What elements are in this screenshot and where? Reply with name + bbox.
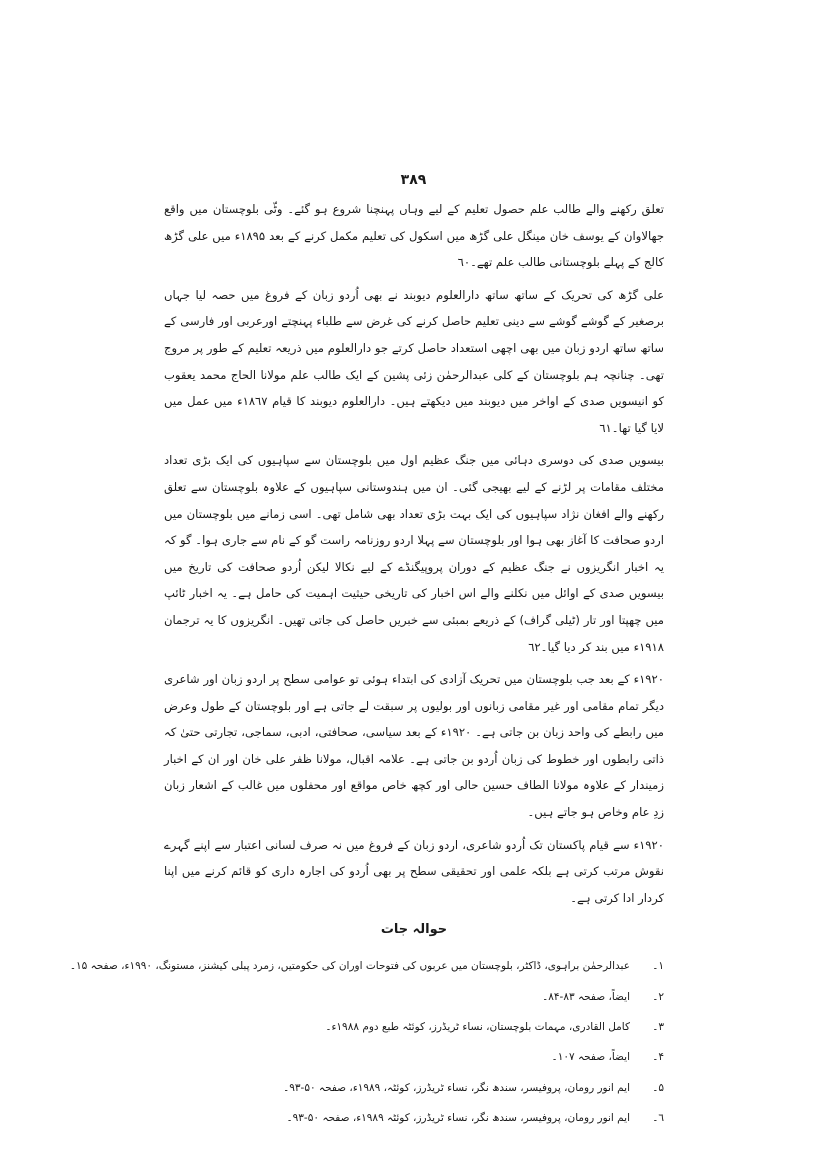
- reference-text: ایضاً، صفحہ ۸۳-۸۴۔: [542, 990, 630, 1003]
- references-list: [69, 951, 664, 1133]
- reference-text: ایضاً، صفحہ ۱۰۷۔: [551, 1051, 630, 1064]
- page-number: ۳۸۹: [400, 172, 427, 188]
- paragraph: علی گڑھ کی تحریک کے ساتھ ساتھ دارالعلوم دیوبند نے بھی اُردو زبان کے فروغ میں حصہ لیا جہاں برصغیر کے گوشے گوشے سے دینی تعلیم حاصل کرنے کی غرض سے طلباء پہنچتے اورعربی اور فارسی کے ساتھ ساتھ اردو زبان میں بھی اچھی استعداد حاصل کرتے جو دارالعلوم میں ذریعہ تعلیم کے طور پر مروج تھی۔ چنانچہ ہم بلوچستان کے کلی عبدالرحمٰن زئی پشین کے ایک طالب علم مولانا الحاج محمد یعقوب کو انیسویں صدی کے اواخر میں دیوبند میں دیکھتے ہیں۔ دارالعلوم دیوبند کا قیام ۱۸٦٧ء میں عمل میں لایا گیا تھا۔٦١: [164, 287, 664, 435]
- reference-number: ۱۔: [652, 960, 664, 973]
- paragraph: تعلق رکھنے والے طالب علم حصول تعلیم کے لیے وہاں پہنچنا شروع ہو گئے۔ وٹّی بلوچستان میں واقع جھالاوان کے یوسف خان مینگل علی گڑھ میں اسکول کی تعلیم مکمل کرنے کے بعد ۱۸۹۵ء میں علی گڑھ کالج کے پہلے بلوچستانی طالب علم تھے۔٦٠: [164, 202, 664, 270]
- body-text: [69, 196, 664, 1133]
- reference-text: ایم انور رومان، پروفیسر، سندھ نگر، نساء ٹریڈرز، کوئٹہ ۱۹۸۹ء، صفحہ ۵۰-۹۳۔: [286, 1111, 630, 1124]
- reference-number: ۳۔: [652, 1021, 664, 1034]
- reference-number: ٦۔: [652, 1111, 664, 1124]
- reference-item: [164, 1073, 664, 1103]
- reference-number: ۵۔: [652, 1081, 664, 1094]
- paragraph: ۱۹۲۰ء سے قیام پاکستان تک اُردو شاعری، اردو زبان کے فروغ میں نہ صرف لسانی اعتبار سے اپنے گہرے نقوش مرتب کرتی ہے بلکہ علمی اور تحقیقی سطح پر بھی اُردو کی اجارہ داری کو قائم کرنے میں اپنا کردار ادا کرتی ہے۔: [164, 837, 664, 905]
- reference-item: [164, 982, 664, 1012]
- reference-text: ایم انور رومان، پروفیسر، سندھ نگر، نساء ٹریڈرز، کوئٹہ، ۱۹۸۹ء، صفحہ ۵۰-۹۳۔: [283, 1081, 630, 1094]
- reference-item: [164, 1103, 664, 1133]
- reference-item: [69, 951, 664, 981]
- reference-number: ۴۔: [652, 1051, 664, 1064]
- reference-number: ۲۔: [652, 990, 664, 1003]
- paragraph: بیسویں صدی کی دوسری دہائی میں جنگ عظیم اول میں بلوچستان سے سپاہیوں کی ایک بڑی تعداد مختلف مقامات پر لڑنے کے لیے بھیجی گئی۔ ان میں ہندوستانی سپاہیوں کے علاوہ بلوچستان سے تعلق رکھنے والے افغان نژاد سپاہیوں کی ایک بہت بڑی تعداد بھی شامل تھی۔ اسی زمانے میں بلوچستان میں اردو صحافت کا آغاز بھی ہوا اور بلوچستان سے پہلا اردو روزنامہ راست گو کے نام سے جاری ہوا۔ گو کہ یہ اخبار انگریزوں نے جنگ عظیم کے دوران پروپیگنڈے کے لیے نکالا لیکن اُردو صحافت کی تاریخ میں بیسویں صدی کے اوائل میں نکلنے والے اس اخبار کی تاریخی حیثیت اہمیت کی حامل ہے۔ یہ اخبار ٹائپ میں چھپتا اور تار (ٹیلی گراف) کے ذریعے بمبئی سے خبریں حاصل کی جاتی تھیں۔ انگریزوں کا یہ ترجمان ۱۹۱۸ء میں بند کر دیا گیا۔٦٢: [164, 453, 664, 654]
- references-heading: حوالہ جات: [380, 922, 448, 938]
- reference-item: [164, 1012, 664, 1042]
- reference-item: [164, 1042, 664, 1072]
- paragraph: ۱۹۲۰ء کے بعد جب بلوچستان میں تحریک آزادی کی ابتداء ہوئی تو عوامی سطح پر اردو زبان اور شاعری دیگر تمام مقامی اور غیر مقامی زبانوں اور بولیوں پر سبقت لے جاتی ہے اور بلوچستان کے طول وعرض میں رابطے کی واحد زبان بن جاتی ہے۔ ۱۹۲۰ء کے بعد سیاسی، صحافتی، ادبی، سماجی، تجارتی حتیٰ کہ ذاتی رابطوں اور خطوط کی زبان اُردو بن جاتی ہے۔ علامہ اقبال، مولانا ظفر علی خان اور ان کے اخبار زمیندار کے علاوہ مولانا الطاف حسین حالی اور کچھ خاص مواقع اور محفلوں میں غالب کے اشعار زبان زدِ عام وخاص ہو جاتے ہیں۔: [164, 672, 664, 820]
- reference-text: کامل القادری، مہمات بلوچستان، نساء ٹریڈرز، کوئٹہ طبع دوم ۱۹۸۸ء۔: [325, 1021, 630, 1034]
- reference-text: عبدالرحمٰن براہوی، ڈاکٹر، بلوچستان میں عربوں کی فتوحات اوران کی حکومتیں، زمرد پبلی کیشنز، مستونگ، ۱۹۹۰ء، صفحہ ۱۵۔: [69, 960, 630, 973]
